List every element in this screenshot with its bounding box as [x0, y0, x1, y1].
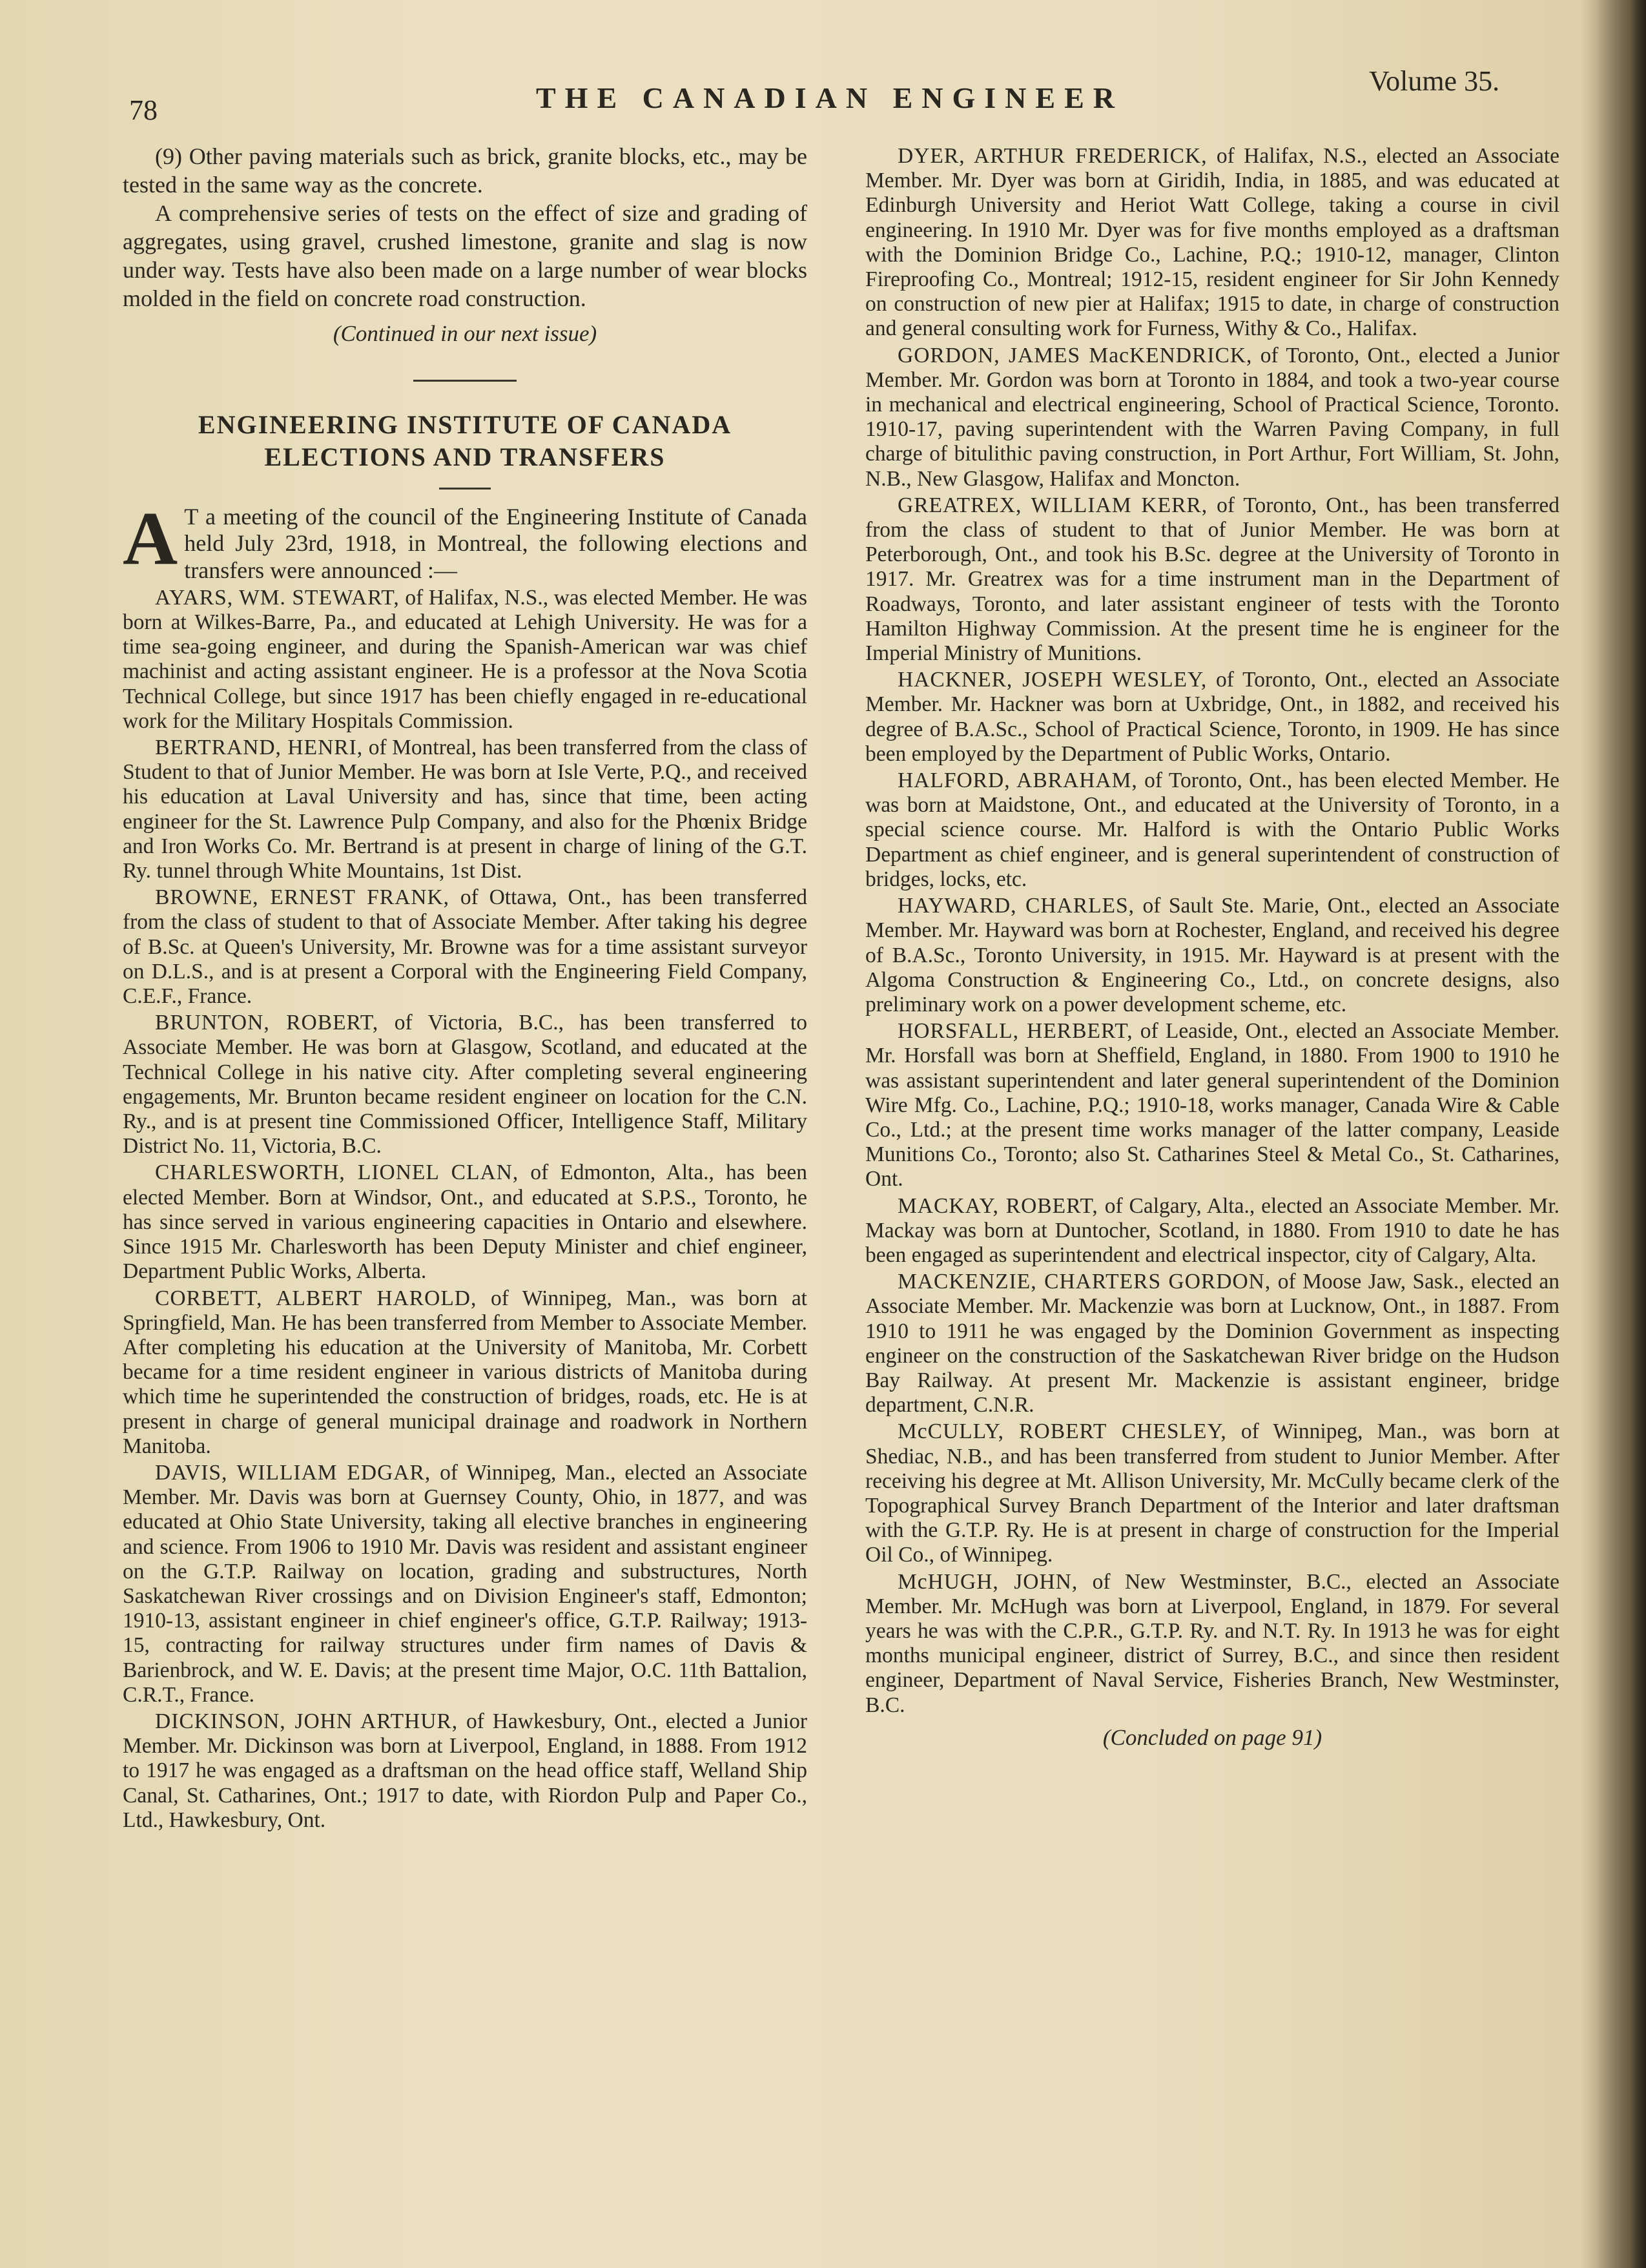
member-name: GORDON, JAMES MacKENDRICK,	[898, 343, 1253, 367]
member-entry	[865, 344, 1559, 491]
member-name: MACKAY, ROBERT,	[898, 1193, 1098, 1218]
page-header	[113, 61, 1534, 126]
member-details: of Winnipeg, Man., elected an Associate Member. Mr. Davis was born at Guernsey County, Ohio, in 1877, and was educated at Ohio State University, taking all elective branches in engineering and science. From 1906 to 1910 Mr. Davis was resident and assistant engineer on the G.T.P. Railway on location, grading and substructures, North Saskatchewan River crossings and on Division Engineer's staff, Edmonton; 1910-13, assistant engineer in chief engineer's office, G.T.P. Railway; 1913-15, contracting for railway structures under firm names of Davis & Barienbrock, and W. E. Davis; at the present time Major, O.C. 11th Battalion, C.R.T., France.	[123, 1460, 807, 1707]
member-details: of Victoria, B.C., has been transferred to Associate Member. He was born at Glasgow, Scotland, and educated at the Technical College in his native city. After completing several engineering engagements, Mr. Brunton became resident engineer on location for the C.N. Ry., and is at present tine Commissioned Officer, Intelligence Staff, Military District No. 11, Victoria, B.C.	[123, 1011, 807, 1159]
member-name: GREATREX, WILLIAM KERR,	[898, 493, 1208, 517]
lead-paragraph	[123, 504, 807, 584]
page-number: 78	[129, 94, 158, 126]
member-entry	[865, 894, 1559, 1017]
lead-text: T a meeting of the council of the Engineering Institute of Canada held July 23rd, 1918, in Montreal, the following elections and transfers were announced :—	[184, 504, 807, 583]
member-name: McCULLY, ROBERT CHESLEY,	[898, 1419, 1227, 1444]
member-entry	[865, 1419, 1559, 1567]
member-entry	[865, 768, 1559, 892]
member-entry	[123, 736, 807, 883]
member-entry	[123, 1709, 807, 1833]
right-column	[865, 142, 1559, 1750]
drop-cap: A	[123, 504, 178, 581]
member-details: of Edmonton, Alta., has been elected Member. Born at Windsor, Ont., and educated at S.P.S., Toronto, he has since served in various engineering capacities in Ontario and elsewhere. Since 1915 Mr. Charlesworth has been Deputy Minister and chief engineer, Department Public Works, Alberta.	[123, 1160, 807, 1284]
left-entries-list	[123, 586, 807, 1833]
member-details: of Leaside, Ont., elected an Associate Member. Mr. Horsfall was born at Sheffield, England, in 1880. From 1900 to 1910 he was assistant superintendent and later general superintendent of the Dominion Wire Mfg. Co., Lachine, P.Q.; 1910-18, works manager, Canada Wire & Cable Co., Ltd.; at the present time works manager of the latter company, Leaside Munitions Co., Toronto; also St. Catharines Steel & Metal Co., St. Catharines, Ont.	[865, 1019, 1559, 1191]
section-divider	[413, 380, 517, 382]
member-name: HORSFALL, HERBERT,	[898, 1019, 1133, 1044]
section-subtitle: ELECTIONS AND TRANSFERS	[264, 442, 666, 472]
member-entry	[865, 144, 1559, 342]
member-details: of Halifax, N.S., elected an Associate Member. Mr. Dyer was born at Giridih, India, in 1885, and was educated at Edinburgh University and Heriot Watt College, taking a course in civil engineering. In 1910 Mr. Dyer was for five months employed as a draftsman with the Dominion Bridge Co., Lachine, P.Q.; 1910-12, manager, Clinton Fireproofing Co., Montreal; 1912-15, resident engineer for Sir John Kennedy on construction of new pier at Halifax; 1915 to date, in charge of construction and general consulting work for Furness, Withy & Co., Halifax.	[865, 144, 1560, 341]
member-details: of Hawkesbury, Ont., elected a Junior Member. Mr. Dickinson was born at Liverpool, England, in 1888. From 1912 to 1917 he was engaged as a draftsman on the head office staff, Welland Ship Canal, St. Catharines, Ont.; 1917 to date, with Riordon Pulp and Paper Co., Ltd., Hawkesbury, Ont.	[123, 1709, 807, 1832]
concluded-note: (Concluded on page 91)	[1102, 1724, 1322, 1750]
section-title: ENGINEERING INSTITUTE OF CANADA	[198, 410, 732, 440]
member-details: of Toronto, Ont., elected an Associate Member. Mr. Hackner was born at Uxbridge, Ont., in 1882, and received his degree of B.A.Sc., School of Practical Science, Toronto, in 1909. He has since been employed by the Department of Public Works, Ontario.	[865, 668, 1559, 766]
member-details: of New Westminster, B.C., elected an Associate Member. Mr. McHugh was born at Liverpool, England, in 1879. For several years he was with the C.P.R., G.T.P. Ry. and N.T. Ry. In 1913 he was for eight months municipal engineer, district of Surrey, B.C., and since then resident engineer, Department of Naval Service, Fisheries Branch, New Westminster, B.C.	[865, 1569, 1560, 1717]
member-details: of Montreal, has been transferred from the class of Student to that of Junior Member. He was born at Isle Verte, P.Q., and received his education at Laval University and has, since that time, been acting engineer for the St. Lawrence Pulp Company, and also for the Phœnix Bridge and Iron Works Co. Mr. Bertrand is at present in charge of lining of the G.T. Ry. tunnel through White Mountains, 1st Dist.	[123, 736, 808, 883]
member-name: CORBETT, ALBERT HAROLD,	[155, 1286, 477, 1310]
member-details: of Halifax, N.S., was elected Member. He was born at Wilkes-Barre, Pa., and educated at Lehigh University. He was for a time sea-going engineer, and during the Spanish-American war was chief machinist and acting assistant engineer. He is a professor at the Nova Scotia Technical College, but since 1917 has been chiefly engaged in re-educational work for the Military Hospitals Commission.	[123, 585, 808, 733]
member-name: MACKENZIE, CHARTERS GORDON,	[898, 1270, 1271, 1294]
member-entry	[865, 1570, 1559, 1718]
member-entry	[123, 1461, 807, 1707]
intro-paragraph: (9) Other paving materials such as brick, granite blocks, etc., may be tested in the same way as the concrete.	[123, 143, 807, 198]
left-column	[123, 142, 807, 1833]
member-entry	[123, 1286, 807, 1459]
member-name: CHARLESWORTH, LIONEL CLAN,	[155, 1160, 519, 1185]
member-name: McHUGH, JOHN,	[898, 1569, 1078, 1594]
member-name: DICKINSON, JOHN ARTHUR,	[155, 1709, 458, 1733]
member-entry	[123, 885, 807, 1009]
member-entry	[865, 493, 1559, 666]
member-entry	[865, 668, 1559, 767]
member-name: AYARS, WM. STEWART,	[155, 585, 400, 610]
member-entry	[123, 1160, 807, 1284]
member-details: of Ottawa, Ont., has been transferred from the class of student to that of Associate Member. After taking his degree of B.Sc. at Queen's University, Mr. Browne was for a time assistant surveyor on D.L.S., and is at present a Corporal with the Engineering Field Company, C.E.F., France.	[123, 885, 807, 1009]
member-entry	[123, 586, 807, 734]
member-name: HALFORD, ABRAHAM,	[898, 768, 1138, 793]
journal-title: THE CANADIAN ENGINEER	[536, 81, 1124, 114]
member-name: BROWNE, ERNEST FRANK,	[155, 885, 450, 910]
member-details: of Moose Jaw, Sask., elected an Associate Member. Mr. Mackenzie was born at Lucknow, Ont., in 1887. From 1910 to 1911 he was engaged by the Dominion Government as inspecting engineer on the construction of the Saskatchewan River bridge on the Hudson Bay Railway. At present Mr. Mackenzie is assistant engineer, bridge department, C.N.R.	[865, 1270, 1559, 1418]
member-name: DAVIS, WILLIAM EDGAR,	[155, 1460, 431, 1485]
member-name: BERTRAND, HENRI,	[155, 736, 364, 760]
continued-note: (Continued in our next issue)	[333, 321, 597, 346]
page-binding-shadow	[1595, 0, 1646, 2268]
member-name: HAYWARD, CHARLES,	[898, 894, 1135, 918]
member-entry	[123, 1011, 807, 1159]
member-details: of Toronto, Ont., has been transferred from the class of student to that of Junior Member. He was born at Peterborough, Ont., and took his B.Sc. degree at the University of Toronto in 1917. Mr. Greatrex was for a time instrument man in the Department of Roadways, Toronto, and later assistant engineer of tests with the Toronto Hamilton Highway Commission. At the present time he is engineer for the Imperial Ministry of Munitions.	[865, 493, 1559, 666]
member-details: of Sault Ste. Marie, Ont., elected an Associate Member. Mr. Hayward was born at Rochester, England, and received his degree of B.A.Sc., Toronto University, in 1915. Mr. Hayward is at present with the Algoma Construction & Engineering Co., Ltd., on concrete designs, also preliminary work on a power development scheme, etc.	[865, 894, 1559, 1016]
intro-paragraph: A comprehensive series of tests on the effect of size and grading of aggregates, using gravel, crushed limestone, granite and slag is now under way. Tests have also been made on a large number of wear blocks molded in the field on concrete road construction.	[123, 200, 807, 311]
member-details: of Toronto, Ont., has been elected Member. He was born at Maidstone, Ont., and educated at the University of Toronto, in a special science course. Mr. Halford is with the Ontario Public Works Department as chief engineer, and is general superintendent of construction of bridges, locks, etc.	[865, 768, 1560, 891]
member-details: of Winnipeg, Man., was born at Shediac, N.B., and has been transferred from student to Junior Member. After receiving his degree at Mt. Allison University, Mr. McCully became clerk of the Topographical Survey Branch Department of the Interior and later draftsman with the G.T.P. Ry. He is at present in charge of construction for the Imperial Oil Co., of Winnipeg.	[865, 1419, 1559, 1567]
member-name: DYER, ARTHUR FREDERICK,	[898, 144, 1208, 168]
member-details: of Toronto, Ont., elected a Junior Member. Mr. Gordon was born at Toronto in 1884, and took a two-year course in mechanical and electrical engineering, School of Practical Science, Toronto. 1910-17, paving superintendent with the Warren Paving Company, in full charge of bitulithic paving construction, in Port Arthur, Fort William, St. John, N.B., New Glasgow, Halifax and Moncton.	[865, 343, 1559, 491]
volume-label: Volume 35.	[1369, 65, 1500, 97]
member-entry	[865, 1270, 1559, 1418]
member-entry	[865, 1019, 1559, 1191]
member-name: HACKNER, JOSEPH WESLEY,	[898, 668, 1208, 692]
member-details: of Winnipeg, Man., was born at Springfield, Man. He has been transferred from Member to Associate Member. After completing his education at the University of Manitoba, Mr. Corbett became for a time resident engineer in various districts of Manitoba during which time he superintended the construction of bridges, roads, etc. He is at present in charge of general municipal drainage and roadwork in Northern Manitoba.	[123, 1286, 807, 1458]
member-entry	[865, 1194, 1559, 1268]
member-name: BRUNTON, ROBERT,	[155, 1011, 379, 1035]
right-entries-list	[865, 144, 1559, 1718]
title-divider	[439, 488, 491, 490]
member-details: of Calgary, Alta., elected an Associate Member. Mr. Mackay was born at Duntocher, Scotland, in 1880. From 1910 to date he has been engaged as superintendent and electrical inspector, city of Calgary, Alta.	[865, 1193, 1559, 1267]
